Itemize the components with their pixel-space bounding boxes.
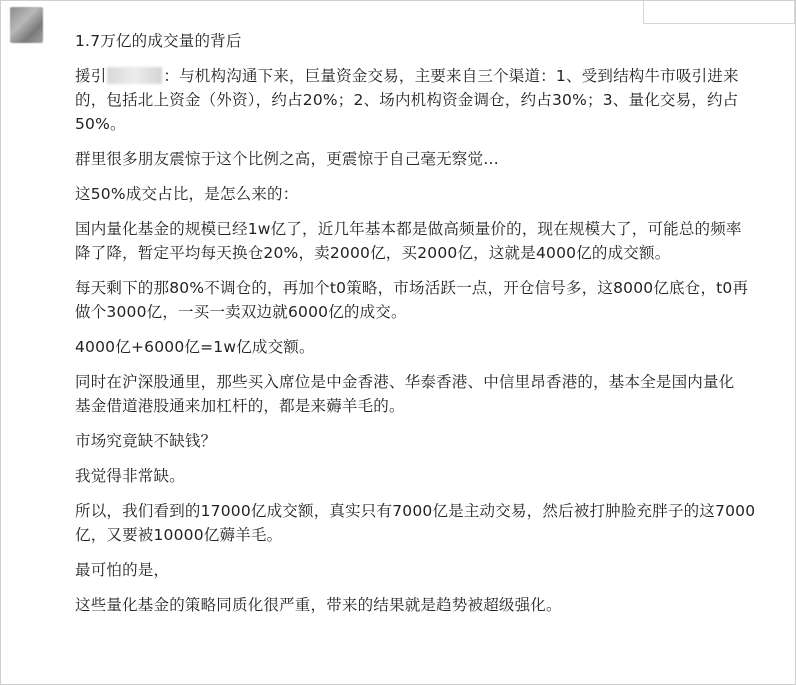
paragraph-10-line-1: 所以，我们看到的17000亿成交额，真实只有7000亿是主动交易，然后被打肿脸充胖子的这7000 [75, 502, 756, 520]
redacted-source [107, 67, 162, 84]
paragraph-6: 4000亿+6000亿=1w亿成交额。 [75, 338, 315, 356]
paragraph-4-line-2: 降了降，暂定平均每天换仓20%，卖2000亿，买2000亿，这就是4000亿的成交额。 [75, 244, 671, 262]
quote-prefix: 援引 [75, 67, 107, 85]
quote-line-2: 的，包括北上资金（外资），约占20%；2、场内机构资金调仓，约占30%；3、量化交易，约占 [75, 91, 739, 109]
paragraph-12: 这些量化基金的策略同质化很严重，带来的结果就是趋势被超级强化。 [75, 596, 562, 614]
paragraph-2: 群里很多朋友震惊于这个比例之高，更震惊于自己毫无察觉… [75, 150, 499, 168]
paragraph-5-line-1: 每天剩下的那80%不调仓的，再加个t0策略，市场活跃一点，开仓信号多，这8000亿底仓，t0再 [75, 279, 749, 297]
paragraph-3: 这50%成交占比，是怎么来的： [75, 185, 299, 203]
paragraph-7-line-1: 同时在沪深股通里，那些买入席位是中金香港、华泰香港、中信里昂香港的，基本全是国内量化 [75, 373, 735, 391]
paragraph-9: 我觉得非常缺。 [75, 467, 185, 485]
paragraph-11: 最可怕的是， [75, 561, 170, 579]
paragraph-4-line-1: 国内量化基金的规模已经1w亿了，近几年基本都是做高频量价的，现在规模大了，可能总的频率 [75, 220, 742, 238]
paragraph-5 [75, 276, 775, 324]
quote-line-1: ：与机构沟通下来，巨量资金交易，主要来自三个渠道：1、受到结构牛市吸引进来 [163, 67, 739, 85]
paragraph-4 [75, 217, 775, 265]
paragraph-10 [75, 499, 775, 547]
top-right-box [643, 1, 795, 24]
post-content [75, 29, 775, 617]
quote-line-3: 50%。 [75, 115, 126, 133]
paragraph-5-line-2: 做个3000亿，一买一卖双边就6000亿的成交。 [75, 303, 407, 321]
paragraph-7 [75, 370, 775, 418]
paragraph-7-line-2: 基金借道港股通来加杠杆的，都是来薅羊毛的。 [75, 397, 405, 415]
post-title: 1.7万亿的成交量的背后 [75, 32, 242, 50]
avatar[interactable] [10, 7, 43, 43]
paragraph-8: 市场究竟缺不缺钱？ [75, 432, 217, 450]
quote-paragraph [75, 64, 775, 136]
paragraph-10-line-2: 亿，又要被10000亿薅羊毛。 [75, 526, 283, 544]
